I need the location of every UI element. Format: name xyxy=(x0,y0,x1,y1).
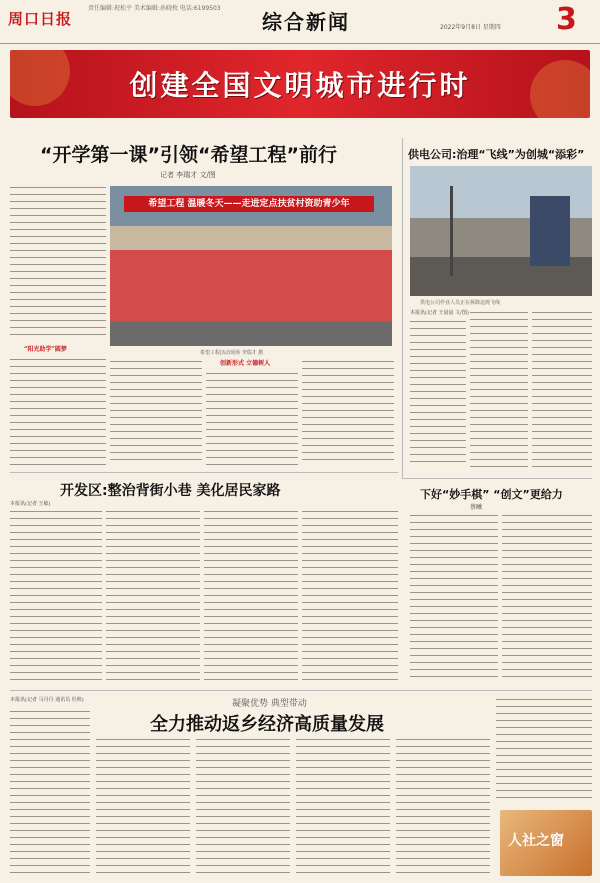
main-byline: 记者 李瑞才 文/图 xyxy=(160,171,216,179)
bottom-text-column-6 xyxy=(496,696,592,804)
bottom-text-column-1 xyxy=(10,708,90,876)
right-byline: 本报讯(记者 王晨晨 文/图) xyxy=(410,310,469,316)
newspaper-logo: 周口日报 xyxy=(8,10,73,28)
bottom-text-column-4 xyxy=(296,736,390,876)
column-divider xyxy=(402,138,403,478)
banner-title: 创建全国文明城市进行时 xyxy=(129,69,471,102)
bottom-left-byline: 本报讯(记者 王敏) xyxy=(10,501,51,507)
bottom-kicker: 凝聚优势 典型带动 xyxy=(232,699,307,709)
bottom-left-headline: 开发区:整治背街小巷 美化居民家路 xyxy=(60,483,281,499)
masthead xyxy=(0,0,600,44)
right-text-column-2 xyxy=(470,309,528,468)
utility-pole xyxy=(450,186,453,276)
page-number: 3 xyxy=(556,2,577,37)
chess-text-column-2 xyxy=(502,512,592,682)
photo-banner-text: 希望工程 温暖冬天——走进定点扶贫村资助青少年 xyxy=(124,196,374,212)
right-photo-caption: 供电公司作业人员正在拆除违规飞线 xyxy=(420,300,501,306)
main-text-column-1 xyxy=(10,184,106,340)
bottom-left-text-column-1 xyxy=(10,508,102,682)
main-photo-caption: 希望工程活动现场 李瑞才 摄 xyxy=(200,350,264,356)
corner-title: 人社之窗 xyxy=(508,833,564,849)
chess-author: 蔡曦 xyxy=(470,504,483,511)
editor-info: 责任编辑:祝松平 美术编辑:孙晓枚 电话:6199503 xyxy=(88,5,221,12)
chess-text-column-1 xyxy=(410,512,498,682)
main-headline: “开学第一课”引领“希望工程”前行 xyxy=(40,144,337,166)
building-silhouette xyxy=(530,196,570,266)
right-text-column-3 xyxy=(532,309,592,468)
section-divider xyxy=(402,478,592,479)
issue-date: 2022年9月8日 星期四 xyxy=(440,24,501,31)
bottom-text-column-5 xyxy=(396,736,490,876)
right-headline: 供电公司:治理“飞线”为创城“添彩” xyxy=(408,148,585,161)
right-text-column-1 xyxy=(410,318,466,468)
section-divider xyxy=(10,472,398,473)
bottom-left-text-column-4 xyxy=(302,508,398,682)
main-photo xyxy=(110,186,392,346)
main-subhead-1: “阳光助学”圆梦 xyxy=(24,346,67,353)
main-text-column-3 xyxy=(110,358,202,466)
main-subhead-2: 创新形式 立德树人 xyxy=(220,360,271,367)
bottom-text-column-3 xyxy=(196,736,290,876)
main-text-column-4 xyxy=(206,370,298,466)
corner-column-box xyxy=(500,810,592,876)
main-text-column-5 xyxy=(302,358,394,466)
bottom-left-text-column-2 xyxy=(106,508,200,682)
section-divider xyxy=(10,690,592,691)
top-banner xyxy=(10,50,590,118)
main-text-column-2 xyxy=(10,356,106,466)
bottom-text-column-2 xyxy=(96,736,190,876)
chess-headline: 下好“妙手棋” “创文”更给力 xyxy=(420,488,563,501)
bottom-left-text-column-3 xyxy=(204,508,298,682)
section-title: 综合新闻 xyxy=(262,10,350,34)
bottom-byline: 本报讯(记者 马丹丹 通讯员 杜秋) xyxy=(10,697,84,703)
right-photo xyxy=(410,166,592,296)
bottom-headline: 全力推动返乡经济高质量发展 xyxy=(150,714,384,735)
